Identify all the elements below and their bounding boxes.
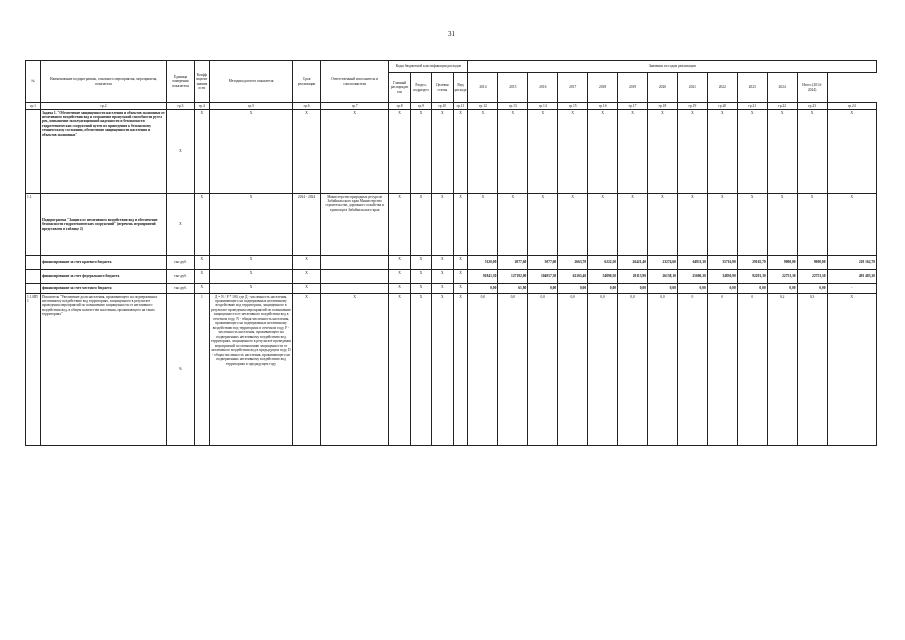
fin-regional-code: Х xyxy=(432,256,453,270)
indicator-value: 0,0 xyxy=(468,294,498,446)
subprogram-cell: Х xyxy=(648,194,678,256)
fin-local-value: 61,80 xyxy=(498,284,528,294)
fin-federal-value: 92291,30 xyxy=(737,270,767,284)
fin-federal-value: 54890,50 xyxy=(588,270,618,284)
col-num: гр.17 xyxy=(618,103,648,110)
subprogram-cell: Х xyxy=(558,194,588,256)
indicator-value: 0 xyxy=(737,294,767,446)
task-cell: Х xyxy=(618,110,648,194)
fin-federal-method: Х xyxy=(209,270,292,284)
header-weight: Коэффициент значимости xyxy=(194,61,209,103)
subprogram-cell: Х xyxy=(498,194,528,256)
header-section: Раздел, подраздел xyxy=(410,73,431,103)
header-year: 2018 xyxy=(588,73,618,103)
col-num: гр.19 xyxy=(677,103,707,110)
program-table xyxy=(25,60,877,446)
fin-local-executor xyxy=(320,284,388,294)
header-term: Срок реализации xyxy=(293,61,321,103)
fin-local-term: Х xyxy=(293,284,321,294)
fin-regional-value: 23274,60 xyxy=(648,256,678,270)
indicator-term: Х xyxy=(293,294,321,446)
task-cell: Х xyxy=(432,110,453,194)
subprogram-cell: Х xyxy=(797,194,827,256)
fin-local-code: Х xyxy=(410,284,431,294)
task-num xyxy=(26,110,41,194)
header-year: 2017 xyxy=(558,73,588,103)
indicator-value: 0,0 xyxy=(588,294,618,446)
task-cell: Х xyxy=(827,110,876,194)
header-grbs: Главный распорядитель xyxy=(389,73,410,103)
indicator-value: 0 xyxy=(677,294,707,446)
task-cell: Х xyxy=(293,110,321,194)
page-number: 31 xyxy=(448,30,455,38)
fin-federal-row xyxy=(26,270,877,284)
indicator-value: 0,2 xyxy=(767,294,797,446)
col-num: гр.9 xyxy=(410,103,431,110)
task-cell: Х xyxy=(209,110,292,194)
task-cell: Х xyxy=(410,110,431,194)
col-num: гр.6 xyxy=(293,103,321,110)
task-cell: Х xyxy=(558,110,588,194)
fin-regional-code: Х xyxy=(453,256,468,270)
fin-local-value: 0,00 xyxy=(677,284,707,294)
col-num: гр.11 xyxy=(453,103,468,110)
column-numbers-row xyxy=(26,103,877,110)
indicator-weight: 1 xyxy=(194,294,209,446)
subprogram-cell: Х xyxy=(410,194,431,256)
indicator-code: Х xyxy=(389,294,410,446)
fin-local-method: Х xyxy=(209,284,292,294)
header-values: Значения по годам реализации xyxy=(468,61,877,73)
col-num: гр.13 xyxy=(498,103,528,110)
fin-local-value: 0,00 xyxy=(618,284,648,294)
subprogram-cell: Х xyxy=(618,194,648,256)
fin-federal-term: Х xyxy=(293,270,321,284)
col-num: гр.3 xyxy=(167,103,195,110)
indicator-code: Х xyxy=(410,294,431,446)
col-num: гр.15 xyxy=(558,103,588,110)
task-cell: Х xyxy=(528,110,558,194)
fin-local-weight: Х xyxy=(194,284,209,294)
fin-federal-executor xyxy=(320,270,388,284)
fin-local-value: 0,00 xyxy=(468,284,498,294)
subprogram-cell: Х xyxy=(528,194,558,256)
fin-regional-row xyxy=(26,256,877,270)
subprogram-cell: Х xyxy=(737,194,767,256)
fin-federal-value: 127192,00 xyxy=(498,270,528,284)
fin-federal-unit: тыс.руб. xyxy=(167,270,195,284)
task-cell: Х xyxy=(677,110,707,194)
fin-federal-code: Х xyxy=(410,270,431,284)
col-num: гр.12 xyxy=(468,103,498,110)
header-year: 2024 xyxy=(767,73,797,103)
header-year: 2019 xyxy=(618,73,648,103)
fin-federal-value: 20113,90 xyxy=(618,270,648,284)
task-cell: Х xyxy=(707,110,737,194)
fin-local-row xyxy=(26,284,877,294)
fin-local-unit: тыс.руб. xyxy=(167,284,195,294)
header-year: 2015 xyxy=(498,73,528,103)
header-target: Целевая статья xyxy=(432,73,453,103)
fin-regional-value: 2077,60 xyxy=(498,256,528,270)
header-unit: Единица измерения показателя xyxy=(167,61,195,103)
task-cell: Х xyxy=(737,110,767,194)
fin-federal-value: 91841,30 xyxy=(468,270,498,284)
fin-regional-value: 26421,40 xyxy=(618,256,648,270)
fin-local-total: - xyxy=(827,284,876,294)
fin-federal-value: 34830,90 xyxy=(707,270,737,284)
task-row xyxy=(26,110,877,194)
indicator-value: 0,0 xyxy=(648,294,678,446)
fin-federal-value: 22753,30 xyxy=(767,270,797,284)
col-num: гр.18 xyxy=(648,103,678,110)
header-year: 2023 xyxy=(737,73,767,103)
indicator-total: Х xyxy=(827,294,876,446)
subprogram-cell: Х xyxy=(389,194,410,256)
fin-regional-value: 2663,70 xyxy=(558,256,588,270)
indicator-value: 0,0 xyxy=(498,294,528,446)
header-total: Итого (2014-2024) xyxy=(797,73,827,103)
indicator-value: 0,0 xyxy=(558,294,588,446)
subprogram-executor: Министерство природных ресурсов Забайкальского края Министерство строительства, дорожного хозяйства и транспорта Забайкальского края xyxy=(320,194,388,256)
fin-local-value: 0,00 xyxy=(588,284,618,294)
task-cell: Х xyxy=(648,110,678,194)
fin-regional-term: Х xyxy=(293,256,321,270)
fin-regional-title: финансирование за счет краевого бюджета xyxy=(40,256,166,270)
fin-local-value: 0,00 xyxy=(737,284,767,294)
header-method: Методика расчета показателя xyxy=(209,61,292,103)
subprogram-method: Х xyxy=(209,194,292,256)
indicator-executor: Х xyxy=(320,294,388,446)
header-year: 2016 xyxy=(528,73,558,103)
fin-federal-code: Х xyxy=(432,270,453,284)
indicator-value: 0 xyxy=(707,294,737,446)
fin-federal-title: финансирование за счет федерального бюджета xyxy=(40,270,166,284)
task-cell: Х xyxy=(389,110,410,194)
indicator-row xyxy=(26,294,877,446)
col-num: гр.22 xyxy=(767,103,797,110)
task-cell: Х xyxy=(797,110,827,194)
header-no: № xyxy=(26,61,41,103)
fin-federal-code: Х xyxy=(453,270,468,284)
col-num: гр.2 xyxy=(40,103,166,110)
subprogram-cell: Х xyxy=(432,194,453,256)
fin-local-code: Х xyxy=(432,284,453,294)
fin-regional-code: Х xyxy=(410,256,431,270)
col-num: гр.24 xyxy=(827,103,876,110)
task-unit: Х xyxy=(167,110,195,194)
fin-federal-value: 26158,10 xyxy=(648,270,678,284)
fin-regional-value: 5120,00 xyxy=(468,256,498,270)
fin-regional-executor xyxy=(320,256,388,270)
subprogram-cell: Х xyxy=(707,194,737,256)
fin-local-code: Х xyxy=(453,284,468,294)
fin-federal-code: Х xyxy=(389,270,410,284)
indicator-code: Х xyxy=(432,294,453,446)
subprogram-weight: Х xyxy=(194,194,209,256)
header-year: 2021 xyxy=(677,73,707,103)
subprogram-num: 1.1. xyxy=(26,194,41,256)
fin-regional-unit: тыс.руб. xyxy=(167,256,195,270)
task-cell: Х xyxy=(588,110,618,194)
fin-local-value: 0,00 xyxy=(558,284,588,294)
subprogram-term: 2014 - 2024 xyxy=(293,194,321,256)
indicator-value: 0,0 xyxy=(528,294,558,446)
fin-regional-value: 29165,70 xyxy=(737,256,767,270)
fin-regional-value: 64811,30 xyxy=(677,256,707,270)
task-cell: Х xyxy=(468,110,498,194)
subprogram-cell: Х xyxy=(677,194,707,256)
fin-regional-value: 9000,00 xyxy=(797,256,827,270)
col-num: гр.4 xyxy=(194,103,209,110)
header-budget-code: Коды бюджетной классификации расходов xyxy=(389,61,468,73)
header-year: 2022 xyxy=(707,73,737,103)
fin-federal-value: 104057,30 xyxy=(528,270,558,284)
fin-regional-value: 3077,60 xyxy=(528,256,558,270)
fin-local-title: финансирование за счет местного бюджета xyxy=(40,284,166,294)
indicator-value: 0,0 xyxy=(618,294,648,446)
fin-regional-method: Х xyxy=(209,256,292,270)
fin-regional-value: 35716,90 xyxy=(707,256,737,270)
task-cell: Х xyxy=(767,110,797,194)
indicator-title: Показатель "Увеличение доли населения, проживающего на подверженных негативному воздействию вод территориях, защищенного в результате проведения мероприятий по повышению защищенности от негативного воздействия вод, в общем количестве населения, проживающего на таких территориях" xyxy=(40,294,166,446)
fin-regional-value: 9000,00 xyxy=(767,256,797,270)
task-title: Задача 1. "Обеспечение защищенности населения и объектов экономики от негативного воздействия вод и сохранение пропускной способности русел рек, повышение эксплуатационной надежности и безопасности гидротехнических сооружений путем их приведения к безопасному техническому состоянию, обеспечение защищенности населения и объектов экономики" xyxy=(40,110,166,194)
col-num: гр.1 xyxy=(26,103,41,110)
fin-local-value: 0,00 xyxy=(767,284,797,294)
fin-local-value: 0,00 xyxy=(528,284,558,294)
fin-regional-value: 6222,50 xyxy=(588,256,618,270)
col-num: гр.23 xyxy=(797,103,827,110)
header-row-1 xyxy=(26,61,877,73)
header-vr: Вид расхода xyxy=(453,73,468,103)
task-cell: Х xyxy=(194,110,209,194)
task-cell: Х xyxy=(320,110,388,194)
header-year: 2014 xyxy=(468,73,498,103)
indicator-value: 0,3 xyxy=(797,294,827,446)
col-num: гр.7 xyxy=(320,103,388,110)
indicator-method: Д = N / F * 100, где Д - численность населения, проживающего на подверженных негативному воздействию вод территориях, защищенного в результате проведения мероприятий по повышению защищенности от негативного воздействия вод в отчетном году, N - общая численность населения, проживающего на подверженных негативному воздействию вод территориях в отчетном году, F - численность населения, проживающего на подверженных негативному воздействию вод территориях, защищенного в результате проведения мероприятий по повышению защищенности от негативного воздействия вод в предыдущем году, D - общая численность населения, проживающего на подверженных негативному воздействию вод территориях в предыдущем году xyxy=(209,294,292,446)
fin-regional-weight: Х xyxy=(194,256,209,270)
col-num: гр.16 xyxy=(588,103,618,110)
fin-federal-value: 62165,40 xyxy=(558,270,588,284)
subprogram-unit: Х xyxy=(167,194,195,256)
col-num: гр.5 xyxy=(209,103,292,110)
col-num: гр.14 xyxy=(528,103,558,110)
col-num: гр.21 xyxy=(737,103,767,110)
header-name: Наименование подпрограммы, основного мероприятия, мероприятия, показателя xyxy=(40,61,166,103)
subprogram-cell: Х xyxy=(453,194,468,256)
fin-local-value: 0,00 xyxy=(648,284,678,294)
header-year: 2020 xyxy=(648,73,678,103)
col-num: гр.10 xyxy=(432,103,453,110)
fin-local-value: 0,00 xyxy=(797,284,827,294)
subprogram-cell: Х xyxy=(827,194,876,256)
task-cell: Х xyxy=(498,110,528,194)
fin-local-value: 0,00 xyxy=(707,284,737,294)
fin-federal-value: 22753,30 xyxy=(797,270,827,284)
indicator-code: Х xyxy=(453,294,468,446)
fin-federal-total: 493 483,30 xyxy=(827,270,876,284)
fin-federal-value: 25606,30 xyxy=(677,270,707,284)
fin-regional-total: 218 162,70 xyxy=(827,256,876,270)
subprogram-cell: Х xyxy=(588,194,618,256)
header-executor: Ответственный исполнитель и соисполнители xyxy=(320,61,388,103)
subprogram-cell: Х xyxy=(767,194,797,256)
subprogram-title: Подпрограмма "Защита от негативного воздействия вод и обеспечение безопасности гидротехнических сооружений" (перечень мероприятий представлен в таблице 2) xyxy=(40,194,166,256)
indicator-num: 1.1.ИП1 xyxy=(26,294,41,446)
indicator-unit: % xyxy=(167,294,195,446)
col-num: гр.20 xyxy=(707,103,737,110)
fin-federal-weight: Х xyxy=(194,270,209,284)
fin-regional-code: Х xyxy=(389,256,410,270)
subprogram-cell: Х xyxy=(468,194,498,256)
fin-local-code: Х xyxy=(389,284,410,294)
subprogram-row xyxy=(26,194,877,256)
task-cell: Х xyxy=(453,110,468,194)
col-num: гр.8 xyxy=(389,103,410,110)
